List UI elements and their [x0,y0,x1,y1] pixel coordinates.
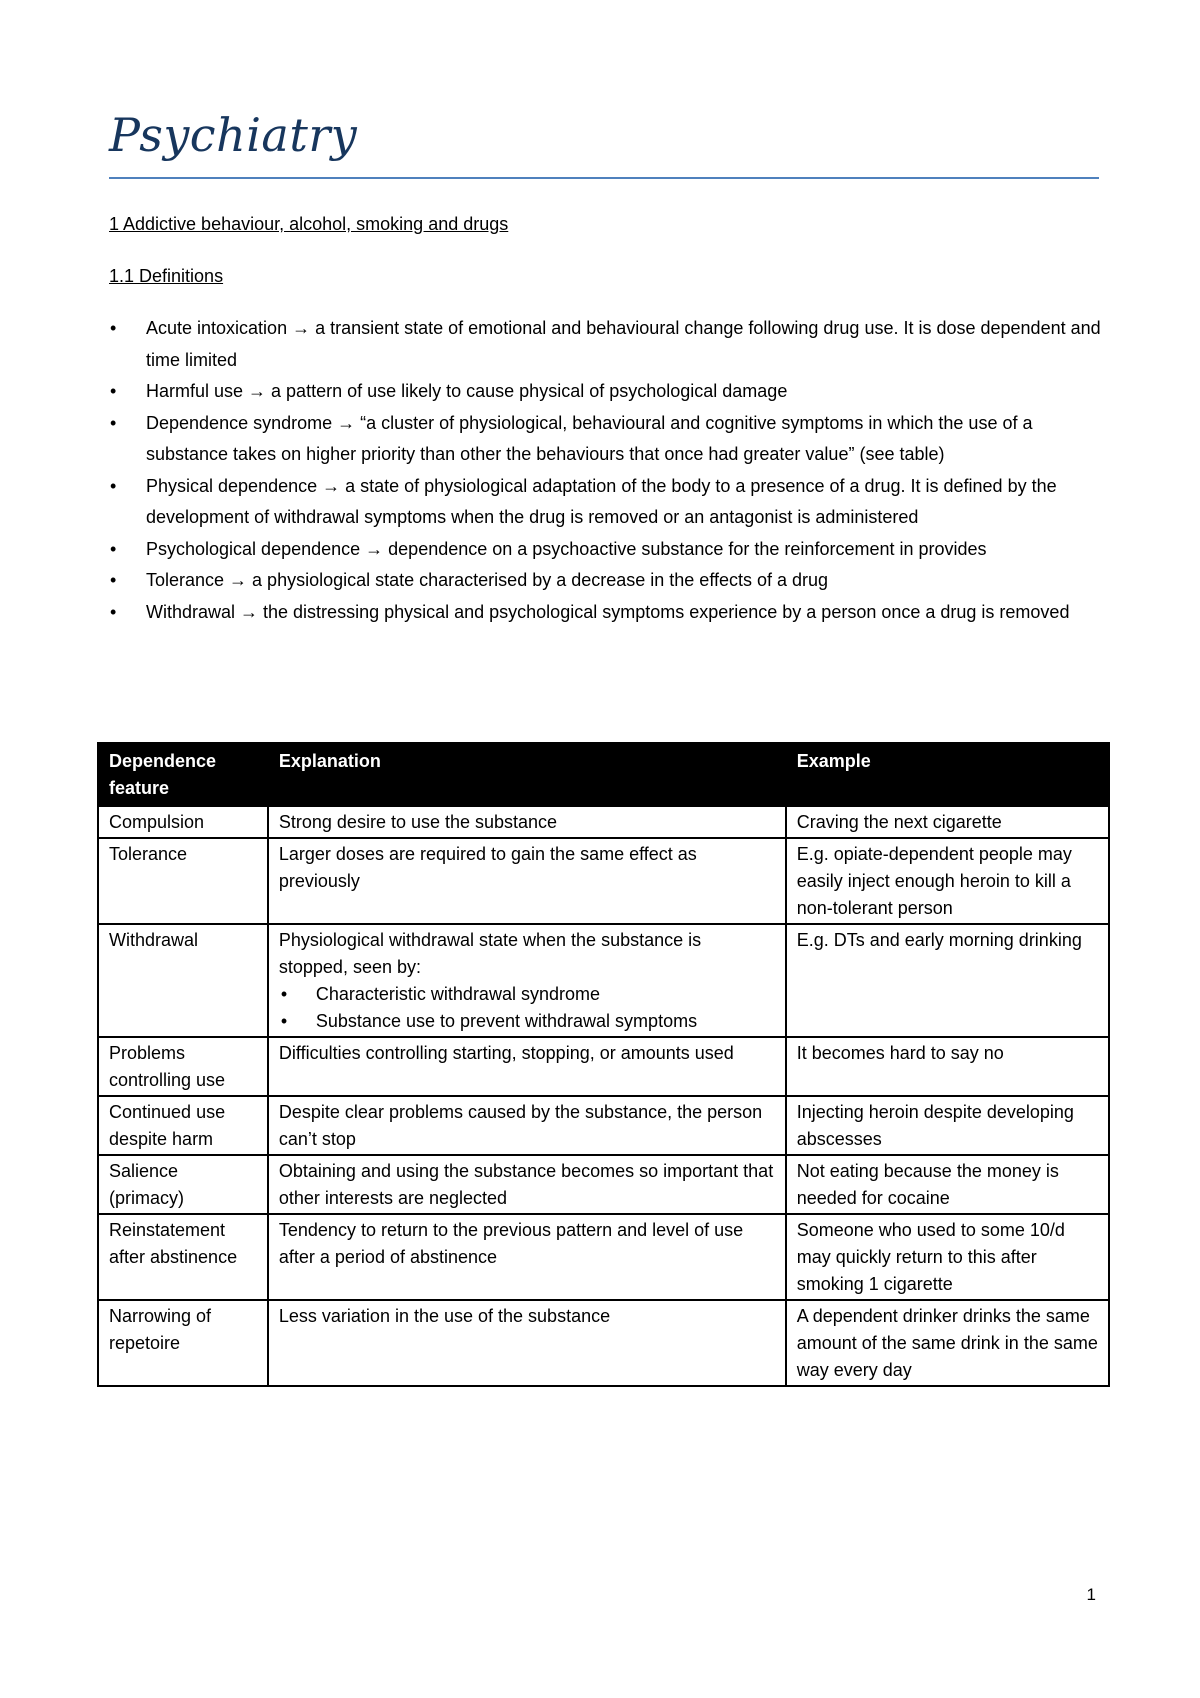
table-row [98,924,1109,1037]
section-heading: 1 Addictive behaviour, alcohol, smoking and drugs [109,214,509,234]
example-cell: Injecting heroin despite developing abscesses [786,1096,1109,1155]
page-number: 1 [1086,1585,1096,1604]
example-cell: E.g. DTs and early morning drinking [786,924,1109,1037]
definition-item: • Acute intoxication → a transient state of emotional and behavioural change following drug use. It is dose dependent and time limited [109,313,1104,376]
feature-cell: Withdrawal [98,924,268,1037]
table-row [98,838,1109,924]
definition-item: • Withdrawal → the distressing physical and psychological symptoms experience by a person once a drug is removed [109,597,1104,629]
explanation-cell: Tendency to return to the previous pattern and level of use after a period of abstinence [268,1214,786,1300]
example-cell: A dependent drinker drinks the same amount of the same drink in the same way every day [786,1300,1109,1386]
definition-item: • Tolerance → a physiological state characterised by a decrease in the effects of a drug [109,565,1104,597]
feature-cell: Salience (primacy) [98,1155,268,1214]
explanation-bullet-list [279,981,775,1035]
example-cell: It becomes hard to say no [786,1037,1109,1096]
feature-cell: Reinstatement after abstinence [98,1214,268,1300]
document-title: Psychiatry [109,108,358,162]
definitions-list [109,313,1104,628]
column-header-example: Example [786,743,1109,806]
definition-item: • Dependence syndrome → “a cluster of physiological, behavioural and cognitive symptoms in which the use of a substance takes on higher priority than other the behaviours that once had greater value” (see table) [109,408,1104,471]
example-cell: Not eating because the money is needed for cocaine [786,1155,1109,1214]
table-row [98,1037,1109,1096]
table-row [98,1096,1109,1155]
subsection-heading: 1.1 Definitions [109,266,224,286]
explanation-cell: Less variation in the use of the substance [268,1300,786,1386]
feature-cell: Compulsion [98,806,268,838]
title-underline-rule [109,177,1099,179]
feature-cell: Tolerance [98,838,268,924]
explanation-bullet: • Characteristic withdrawal syndrome [279,981,775,1008]
definition-item: • Harmful use → a pattern of use likely to cause physical of psychological damage [109,376,1104,408]
definition-item: • Physical dependence → a state of physiological adaptation of the body to a presence of a drug. It is defined by the development of withdrawal symptoms when the drug is removed or an antagonist is administered [109,471,1104,534]
table-row [98,806,1109,838]
table-header-row [98,743,1109,806]
table-row [98,1214,1109,1300]
column-header-explanation: Explanation [268,743,786,806]
explanation-cell: Larger doses are required to gain the same effect as previously [268,838,786,924]
example-cell: E.g. opiate-dependent people may easily inject enough heroin to kill a non-tolerant person [786,838,1109,924]
example-cell: Someone who used to some 10/d may quickly return to this after smoking 1 cigarette [786,1214,1109,1300]
table-row [98,1155,1109,1214]
example-cell: Craving the next cigarette [786,806,1109,838]
feature-cell: Problems controlling use [98,1037,268,1096]
feature-cell: Narrowing of repetoire [98,1300,268,1386]
definition-item: • Psychological dependence → dependence on a psychoactive substance for the reinforcement in provides [109,534,1104,566]
explanation-cell [268,924,786,1037]
explanation-cell: Obtaining and using the substance becomes so important that other interests are neglected [268,1155,786,1214]
explanation-cell: Difficulties controlling starting, stopping, or amounts used [268,1037,786,1096]
explanation-text: Physiological withdrawal state when the substance is stopped, seen by: [278,930,702,977]
explanation-cell: Despite clear problems caused by the substance, the person can’t stop [268,1096,786,1155]
explanation-bullet: • Substance use to prevent withdrawal symptoms [279,1008,775,1035]
dependence-features-table [97,742,1110,1387]
column-header-feature: Dependence feature [98,743,268,806]
table-row [98,1300,1109,1386]
feature-cell: Continued use despite harm [98,1096,268,1155]
explanation-cell: Strong desire to use the substance [268,806,786,838]
